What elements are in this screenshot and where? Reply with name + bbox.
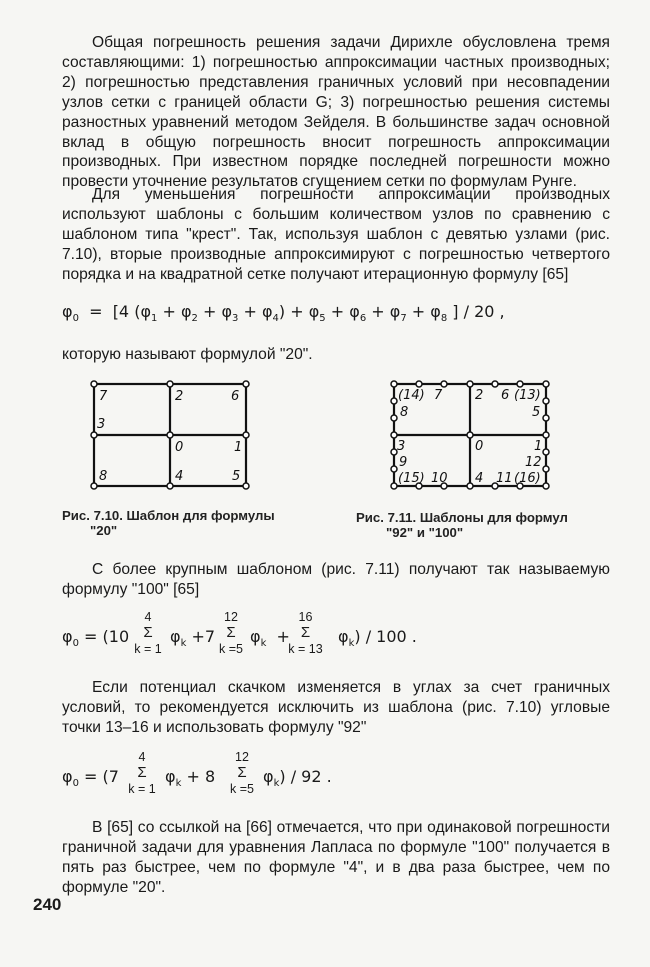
node-label: 7 [434,388,443,403]
node-label: (16) [514,471,541,486]
node-label: 11 [496,471,513,486]
node-label: 8 [99,469,108,484]
node-label: 10 [431,471,448,486]
stencil-9-node-diagram [86,376,256,496]
node-label: 4 [175,469,184,484]
paragraph-3-text: которую называют формулой "20". [62,346,313,363]
node-label: 3 [97,417,106,432]
figure-7-11-caption [356,510,568,540]
paragraph-1-text: Общая погрешность решения задачи Дирихле обусловлена тремя составляющими: 1) погрешностью аппроксимации частных производных; 2) погрешностью представления граничных условий при несовпадении узлов сетки с границей области G; 3) погрешностью решения системы разностных уравнений методом Зейделя. В большинстве задач основной вклад в общую погрешность вносит погрешность аппроксимации производных. При известном порядке последней погрешности можно провести уточнение результатов сгущением сетки по формулам Рунге. [62,34,610,191]
stencil-16-node-diagram [386,376,556,496]
node-label: 1 [534,439,543,454]
page-number: 240 [33,895,62,914]
node-label: 5 [532,405,541,420]
node-label: 2 [175,389,184,404]
paragraph-stencil-intro [62,185,610,285]
sum-operator: 16 Σ k = 13 [288,610,323,656]
caption-line: "20" [90,523,118,538]
caption-line: Рис. 7.10. Шаблон для формулы [62,508,275,523]
node-label: (13) [514,388,541,403]
paragraph-formula20-name [62,345,610,365]
node-label: 0 [175,440,184,455]
node-label: 12 [525,455,542,470]
node-label: 1 [234,440,243,455]
node-label: 9 [399,455,408,470]
node-label: 8 [400,405,409,420]
caption-line: "92" и "100" [386,525,464,540]
node-label: (15) [398,471,425,486]
paragraph-2-text: Для уменьшения погрешности аппроксимации производных используют шаблоны с большим количеством узлов по сравнению с шаблоном типа "крест". Так, используя шаблон с девятью узлами (рис. 7.10), вторые производные аппроксимируют с погрешностью четвертого порядка и на квадратной сетке получают итерационную формулу [65] [62,186,610,283]
node-label: 6 [501,388,510,403]
node-label: 5 [232,469,241,484]
paragraph-6-text: В [65] со ссылкой на [66] отмечается, что при одинаковой погрешности граничной задачи для уравнения Лапласа по формуле "100" получается в пять раз быстрее, чем по формуле "4", и в два раза быстрее, чем по формуле "20". [62,819,610,896]
node-label: (14) [398,388,425,403]
caption-line: Рис. 7.11. Шаблоны для формул [356,510,568,525]
node-label: 3 [397,439,406,454]
paragraph-formula92-intro [62,678,610,738]
sum-operator: 4 Σ k = 1 [134,610,162,656]
paragraph-error-sources [62,33,610,192]
node-label: 2 [475,388,484,403]
paragraph-comparison [62,818,610,898]
figure-7-11 [386,376,556,501]
node-label: 0 [475,439,484,454]
paragraph-formula100-intro [62,560,610,600]
formula-20: $\varphi_0 = [4$ $(\varphi_1 + \varphi_2 + \varphi_3 + \varphi_4) + \varphi_5 + \varphi_6 + \varphi_7 + \varphi_8$ ] / 20 , [62,302,505,324]
node-label: 7 [99,389,108,404]
figure-7-10-caption [62,508,275,538]
node-label: 6 [231,389,240,404]
figure-7-10 [86,376,256,501]
paragraph-4-text: С более крупным шаблоном (рис. 7.11) получают так называемую формулу "100" [65] [62,561,610,598]
node-label: 4 [475,471,484,486]
sum-operator: 12 Σ k =5 [230,750,254,796]
paragraph-5-text: Если потенциал скачком изменяется в углах за счет граничных условий, то рекомендуется исключить из шаблона (рис. 7.10) угловые точки 13–16 и использовать формулу "92" [62,679,610,736]
sum-operator: 12 Σ k =5 [219,610,243,656]
sum-operator: 4 Σ k = 1 [128,750,156,796]
